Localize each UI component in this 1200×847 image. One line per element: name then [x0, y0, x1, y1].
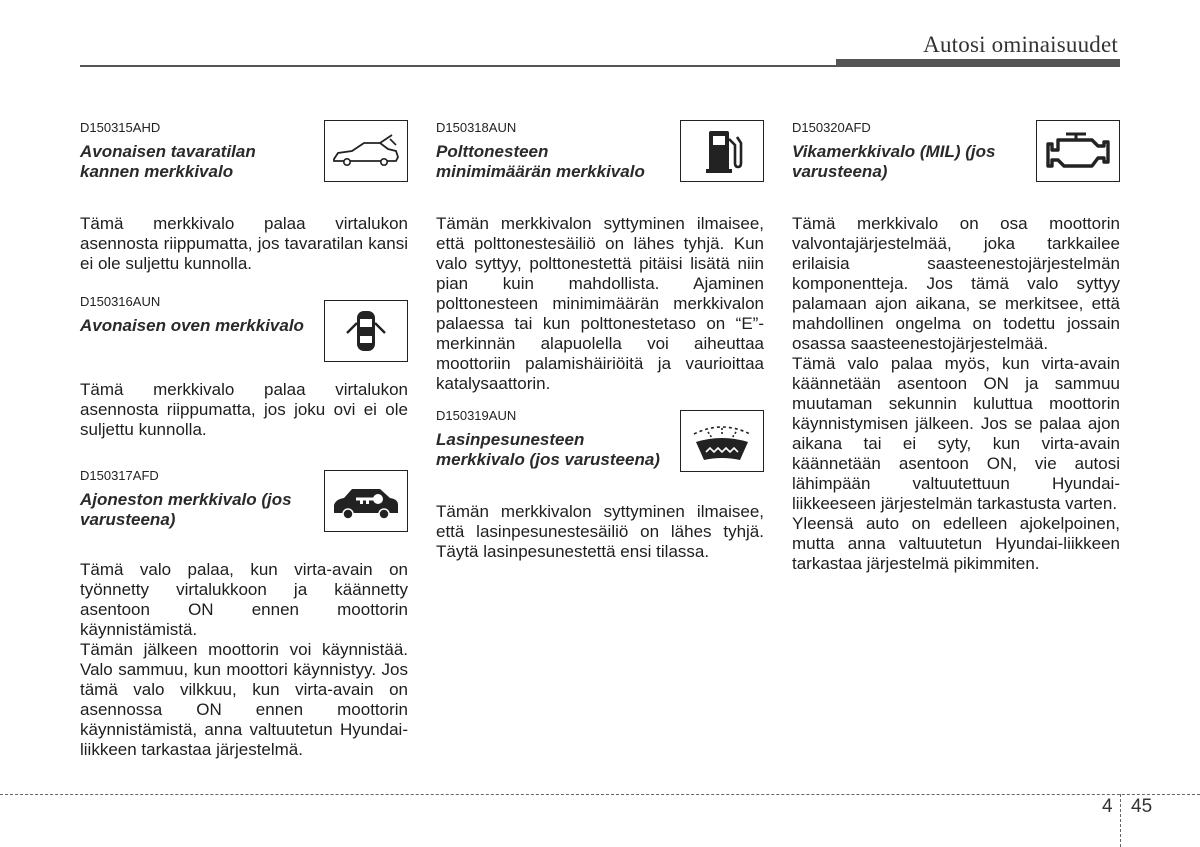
immobilizer-icon [324, 470, 408, 532]
section-heading: Avonaisen oven merkkivalo [80, 316, 304, 335]
section-immobilizer [80, 468, 408, 760]
section-door-open [80, 294, 408, 440]
body-paragraph: Tämä merkkivalo palaa virtalukon asennosta riippumatta, jos tavaratilan kansi ei ole suljettu kunnolla. [80, 214, 408, 273]
body-paragraph: Tämän jälkeen moottorin voi käynnistää. Valo sammuu, kun moottori käynnistyy. Jos tämä valo vilkkuu, kun virta-avain on asennossa ON ennen moottorin käynnistämistä, anna valtuutetun Hyundai-liikkeen tarkastaa järjestelmä. [80, 640, 408, 759]
footer-page-separator [1120, 794, 1121, 847]
section-body [80, 380, 408, 440]
door-open-icon [324, 300, 408, 362]
section-code: D150316AUN [80, 294, 161, 309]
header-rule [80, 65, 836, 67]
body-paragraph: Tämän merkkivalon syttyminen ilmaisee, että lasinpesunestesäiliö on lähes tyhjä. Täytä lasinpesunestettä ensi tilassa. [436, 502, 764, 561]
header-rule-bar [836, 59, 1120, 67]
body-paragraph: Tämä merkkivalo on osa moottorin valvontajärjestelmää, joka tarkkailee erilaisia saasteenestojärjestelmän komponentteja. Jos tämä valo syttyy palamaan ajon aikana, se merkitsee, että mahdollinen ongelma on todettu jossain osassa saasteenestojärjestelmää. [792, 214, 1120, 353]
section-body [436, 502, 764, 562]
body-paragraph: Tämä valo palaa myös, kun virta-avain käännetään asentoon ON ja sammuu muutaman sekunnin kuluttua moottorin käynnistymisen jälkeen. Jos se palaa ajon aikana tai ei syty, kun virta-avain käännetään asentoon ON, vie autosi lähimpään valtuutettuun Hyundai-liikkeeseen järjestelmän tarkastusta varten. [792, 354, 1120, 513]
chapter-number: 4 [1102, 796, 1113, 817]
section-trunk-open [80, 120, 408, 274]
section-body [80, 560, 408, 760]
section-washer-fluid [436, 408, 764, 562]
section-heading: Polttonesteen minimimäärän merkkivalo [436, 142, 645, 181]
section-code: D150318AUN [436, 120, 517, 135]
body-paragraph: Tämä merkkivalo palaa virtalukon asennosta riippumatta, jos joku ovi ei ole suljettu kunnolla. [80, 380, 408, 439]
body-paragraph: Yleensä auto on edelleen ajokelpoinen, mutta anna valtuutetun Hyundai-liikkeen tarkastaa järjestelmä pikimmiten. [792, 514, 1120, 573]
fuel-pump-icon [680, 120, 764, 182]
section-body [792, 214, 1120, 574]
section-code: D150320AFD [792, 120, 871, 135]
footer-divider [0, 794, 1200, 795]
section-low-fuel [436, 120, 764, 394]
section-heading: Vikamerkkivalo (MIL) (jos varusteena) [792, 142, 996, 181]
section-code: D150315AHD [80, 120, 161, 135]
section-code: D150317AFD [80, 468, 159, 483]
page-number: 45 [1131, 796, 1153, 817]
section-body [80, 214, 408, 274]
section-body [436, 214, 764, 394]
body-paragraph: Tämän merkkivalon syttyminen ilmaisee, että polttonestesäiliö on lähes tyhjä. Kun valo syttyy, polttonestettä pitäisi lisätä niin pian kuin mahdollista. Ajaminen polttonesteen minimimäärän merkkivalon palaessa tai kun polttonestetaso on “E”-merkinnän alapuolella voi aiheuttaa moottoriin palamishäiriöitä ja vaurioittaa katalysaattorin. [436, 214, 764, 393]
section-code: D150319AUN [436, 408, 517, 423]
section-check-engine [792, 120, 1120, 574]
body-paragraph: Tämä valo palaa, kun virta-avain on työnnetty virtalukkoon ja käännetty asentoon ON ennen moottorin käynnistämistä. [80, 560, 408, 639]
check-engine-icon [1036, 120, 1120, 182]
section-heading: Lasinpesunesteen merkkivalo (jos varusteena) [436, 430, 660, 469]
trunk-open-icon [324, 120, 408, 182]
washer-fluid-icon [680, 410, 764, 472]
section-heading: Avonaisen tavaratilan kannen merkkivalo [80, 142, 256, 181]
page-header-title: Autosi ominaisuudet [923, 32, 1118, 57]
section-heading: Ajoneston merkkivalo (jos varusteena) [80, 490, 292, 529]
